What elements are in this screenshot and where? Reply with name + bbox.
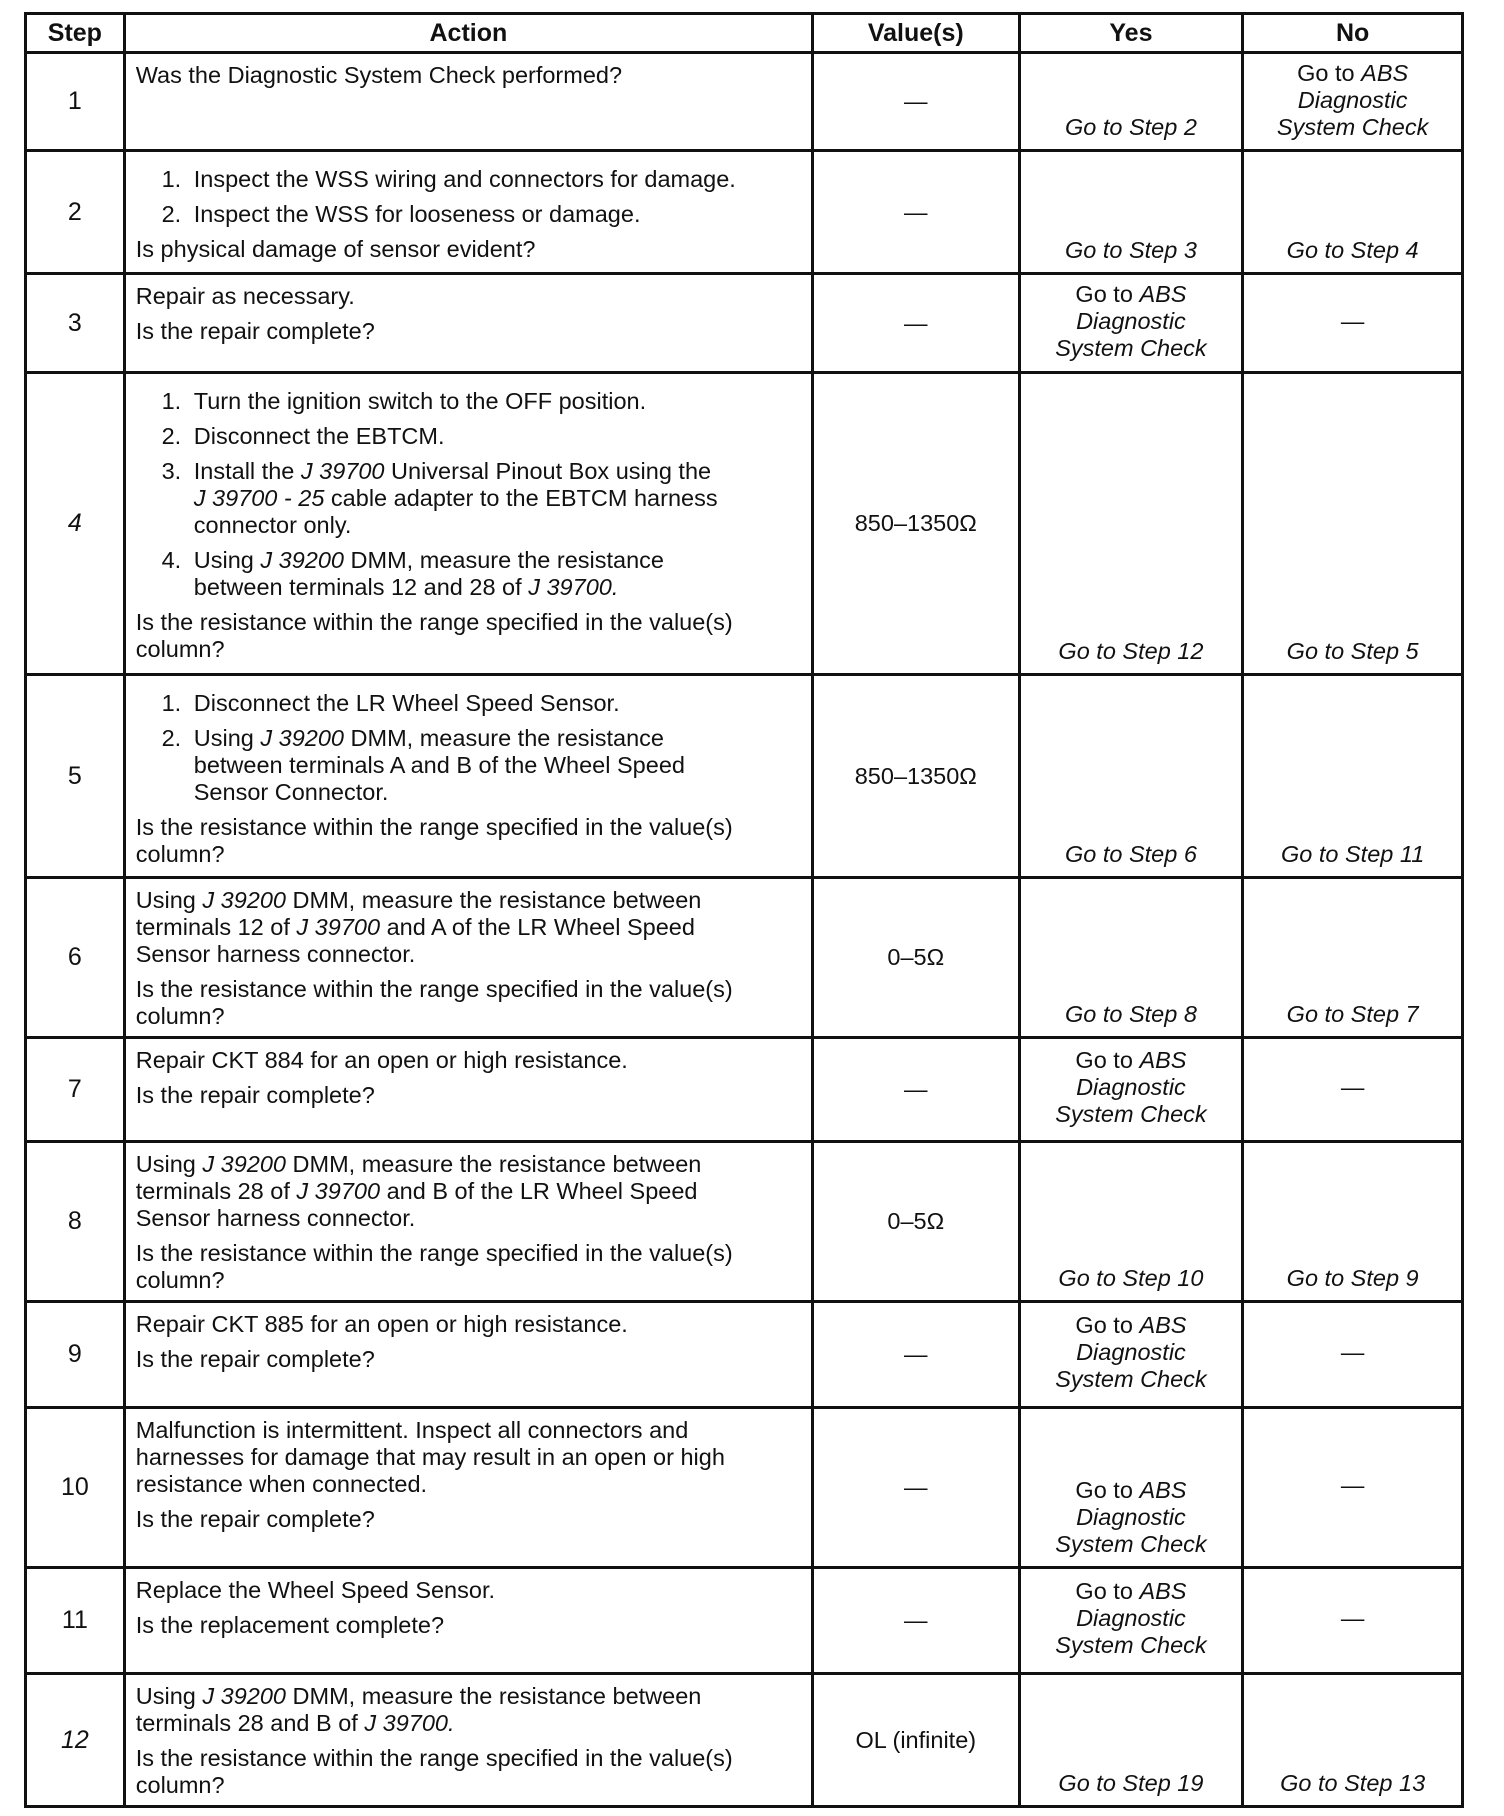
diagnostic-table — [24, 12, 1464, 1808]
yes-cell — [1019, 53, 1243, 151]
step-number: 8 — [26, 1142, 125, 1302]
yes-cell: Go to ABS Diagnostic System Check — [1019, 1568, 1243, 1674]
action-question: Was the Diagnostic System Check performed? — [135, 62, 623, 88]
header-row — [26, 14, 1463, 53]
yes-cell: Go to ABS Diagnostic System Check — [1019, 1408, 1243, 1568]
value-cell: — — [813, 1408, 1020, 1568]
header-yes: Yes — [1019, 14, 1243, 53]
action-step: 2. Inspect the WSS for looseness or damage. — [188, 201, 803, 228]
table-row — [26, 1568, 1463, 1674]
value-cell: — — [813, 1038, 1020, 1142]
no-cell: — — [1243, 1568, 1463, 1674]
no-cell: Go to Step 5 — [1243, 373, 1463, 675]
action-cell: Using J 39200 DMM, measure the resistance between terminals 28 of J 39700 and B of the LR Wheel Speed Sensor harness connector. Is the resistance within the range specified in the value(s) column? — [124, 1142, 812, 1302]
action-question: Is the repair complete? — [135, 1082, 375, 1108]
step-number: 4 — [26, 373, 125, 675]
header-action: Action — [124, 14, 812, 53]
no-cell: Go to Step 9 — [1243, 1142, 1463, 1302]
no-cell: — — [1243, 274, 1463, 373]
action-cell: Malfunction is intermittent. Inspect all connectors and harnesses for damage that may result in an open or high resistance when connected. Is the repair complete? — [124, 1408, 812, 1568]
step-number: 2 — [26, 151, 125, 274]
table-row — [26, 151, 1463, 274]
action-question: Is the repair complete? — [135, 318, 375, 344]
action-question: Is the resistance within the range specified in the value(s) column? — [135, 814, 733, 867]
action-cell: Repair CKT 884 for an open or high resistance. Is the repair complete? — [124, 1038, 812, 1142]
action-cell: Using J 39200 DMM, measure the resistance between terminals 12 of J 39700 and A of the LR Wheel Speed Sensor harness connector. Is the resistance within the range specified in the value(s) column? — [124, 878, 812, 1038]
yes-cell: Go to ABS Diagnostic System Check — [1019, 274, 1243, 373]
value-cell: 850–1350Ω — [813, 675, 1020, 878]
action-question: Is physical damage of sensor evident? — [135, 236, 536, 262]
no-cell: Go to Step 4 — [1243, 151, 1463, 274]
step-number: 3 — [26, 274, 125, 373]
step-number: 12 — [26, 1674, 125, 1807]
yes-cell: Go to Step 6 — [1019, 675, 1243, 878]
table-row — [26, 878, 1463, 1038]
no-cell: Go to ABS Diagnostic System Check — [1243, 53, 1463, 151]
value-cell: 850–1350Ω — [813, 373, 1020, 675]
header-no: No — [1243, 14, 1463, 53]
step-number: 11 — [26, 1568, 125, 1674]
step-number: 6 — [26, 878, 125, 1038]
table-row — [26, 675, 1463, 878]
action-cell: Repair CKT 885 for an open or high resistance. Is the repair complete? — [124, 1302, 812, 1408]
value-cell: — — [813, 53, 1020, 151]
step-number: 9 — [26, 1302, 125, 1408]
step-number: 10 — [26, 1408, 125, 1568]
step-number: 1 — [26, 53, 125, 151]
value-cell: — — [813, 151, 1020, 274]
table-row — [26, 373, 1463, 675]
table-row — [26, 274, 1463, 373]
action-cell — [124, 53, 812, 151]
action-cell: 1. Turn the ignition switch to the OFF position. 2. Disconnect the EBTCM. 3. Install the J 39700 Universal Pinout Box using the J 39700 - 25 cable adapter to the EBTCM harness connector only. 4. Using J 39200 DMM, measure the resistance between terminals 12 and 28 of J 39700. Is the resistance within the range specified in the value(s) column? — [124, 373, 812, 675]
yes-cell: Go to Step 3 — [1019, 151, 1243, 274]
no-cell: — — [1243, 1408, 1463, 1568]
value-cell: 0–5Ω — [813, 878, 1020, 1038]
no-cell: — — [1243, 1302, 1463, 1408]
table-row — [26, 1142, 1463, 1302]
no-cell: — — [1243, 1038, 1463, 1142]
action-question: Is the resistance within the range specified in the value(s) column? — [135, 976, 733, 1029]
table-row — [26, 53, 1463, 151]
table-row — [26, 1038, 1463, 1142]
action-question: Is the resistance within the range specified in the value(s) column? — [135, 1240, 733, 1293]
action-step: 1. Inspect the WSS wiring and connectors for damage. — [188, 166, 803, 193]
no-cell: Go to Step 13 — [1243, 1674, 1463, 1807]
value-cell: — — [813, 274, 1020, 373]
yes-cell: Go to ABS Diagnostic System Check — [1019, 1038, 1243, 1142]
table-row — [26, 1302, 1463, 1408]
value-cell: 0–5Ω — [813, 1142, 1020, 1302]
value-cell: — — [813, 1302, 1020, 1408]
table-row — [26, 1674, 1463, 1807]
action-question: Is the resistance within the range specified in the value(s) column? — [135, 609, 733, 662]
action-cell: Repair as necessary. Is the repair complete? — [124, 274, 812, 373]
action-cell — [124, 151, 812, 274]
yes-cell: Go to Step 10 — [1019, 1142, 1243, 1302]
yes-goto: Go to Step 2 — [1064, 114, 1197, 140]
step-number: 7 — [26, 1038, 125, 1142]
yes-cell: Go to Step 19 — [1019, 1674, 1243, 1807]
header-step: Step — [26, 14, 125, 53]
action-question: Is the replacement complete? — [135, 1612, 445, 1638]
action-question: Is the repair complete? — [135, 1506, 375, 1532]
yes-cell: Go to ABS Diagnostic System Check — [1019, 1302, 1243, 1408]
header-values: Value(s) — [813, 14, 1020, 53]
value-cell: — — [813, 1568, 1020, 1674]
action-cell: Using J 39200 DMM, measure the resistance between terminals 28 and B of J 39700. Is the resistance within the range specified in the value(s) column? — [124, 1674, 812, 1807]
step-number: 5 — [26, 675, 125, 878]
action-cell: 1. Disconnect the LR Wheel Speed Sensor. 2. Using J 39200 DMM, measure the resistance between terminals A and B of the Wheel Speed Sensor Connector. Is the resistance within the range specified in the value(s) column? — [124, 675, 812, 878]
table-row — [26, 1408, 1463, 1568]
action-question: Is the repair complete? — [135, 1346, 375, 1372]
action-question: Is the resistance within the range specified in the value(s) column? — [135, 1745, 733, 1798]
value-cell: OL (infinite) — [813, 1674, 1020, 1807]
no-cell: Go to Step 11 — [1243, 675, 1463, 878]
yes-cell: Go to Step 8 — [1019, 878, 1243, 1038]
yes-cell: Go to Step 12 — [1019, 373, 1243, 675]
action-cell: Replace the Wheel Speed Sensor. Is the replacement complete? — [124, 1568, 812, 1674]
no-cell: Go to Step 7 — [1243, 878, 1463, 1038]
